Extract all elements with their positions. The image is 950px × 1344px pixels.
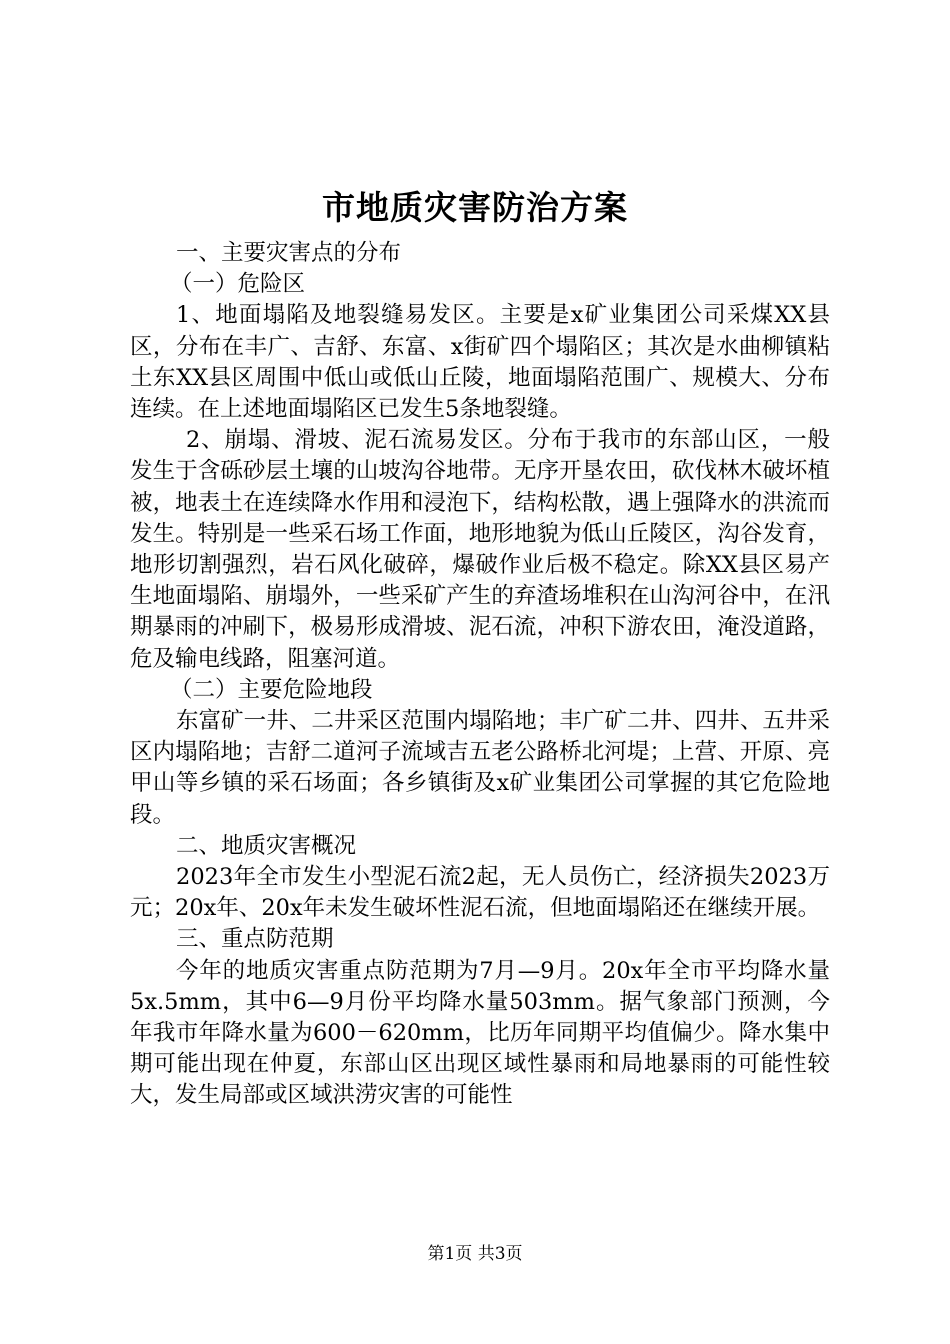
document-title: 市地质灾害防治方案 — [322, 188, 628, 227]
document-body — [130, 238, 830, 1112]
paragraph-prevention-period: 今年的地质灾害重点防范期为7月—9月。20x年全市平均降水量5x.5mm，其中6—9月份平均降水量503mm。据气象部门预测，今年我市年降水量为600－620mm，比历年同期平均值偏少。降水集中期可能出现在仲夏，东部山区出现区域性暴雨和局地暴雨的可能性较大，发生局部或区域洪涝灾害的可能性 — [130, 957, 830, 1109]
section-heading-prevention-period: 三、重点防范期 — [176, 926, 334, 953]
paragraph-danger-sections: 东富矿一井、二井采区范围内塌陷地；丰广矿二井、四井、五井采区内塌陷地；吉舒二道河子流域吉五老公路桥北河堤；上营、开原、亮甲山等乡镇的采石场面；各乡镇街及x矿业集团公司掌握的其它危险地段。 — [130, 708, 830, 828]
paragraph-landslide: 2、崩塌、滑坡、泥石流易发区。分布于我市的东部山区，一般发生于含砾砂层土壤的山坡沟谷地带。无序开垦农田，砍伐林木破坏植被，地表土在连续降水作用和浸泡下，结构松散，遇上强降水的洪流而发生。特别是一些采石场工作面，地形地貌为低山丘陵区，沟谷发育，地形切割强烈，岩石风化破碎，爆破作业后极不稳定。除XX县区易产生地面塌陷、崩塌外，一些采矿产生的弃渣场堆积在山沟河谷中，在汛期暴雨的冲刷下，极易形成滑坡、泥石流，冲积下游农田，淹没道路，危及输电线路，阻塞河道。 — [130, 427, 830, 672]
subsection-heading-danger-sections: （二）主要危险地段 — [170, 676, 373, 703]
paragraph-overview: 2023年全市发生小型泥石流2起，无人员伤亡，经济损失2023万元；20x年、20x年未发生破坏性泥石流，但地面塌陷还在继续开展。 — [130, 864, 830, 922]
paragraph-subsidence: 1、地面塌陷及地裂缝易发区。主要是x矿业集团公司采煤XX县区，分布在丰广、吉舒、东富、x街矿四个塌陷区；其次是水曲柳镇粘土东XX县区周围中低山或低山丘陵，地面塌陷范围广、规模大、分布连续。在上述地面塌陷区已发生5条地裂缝。 — [130, 302, 830, 423]
section-heading-distribution: 一、主要灾害点的分布 — [176, 240, 402, 266]
section-heading-overview: 二、地质灾害概况 — [176, 832, 357, 859]
subsection-heading-danger-zone: （一）危险区 — [170, 271, 306, 298]
page-footer: 第1页 共3页 — [427, 1244, 523, 1264]
